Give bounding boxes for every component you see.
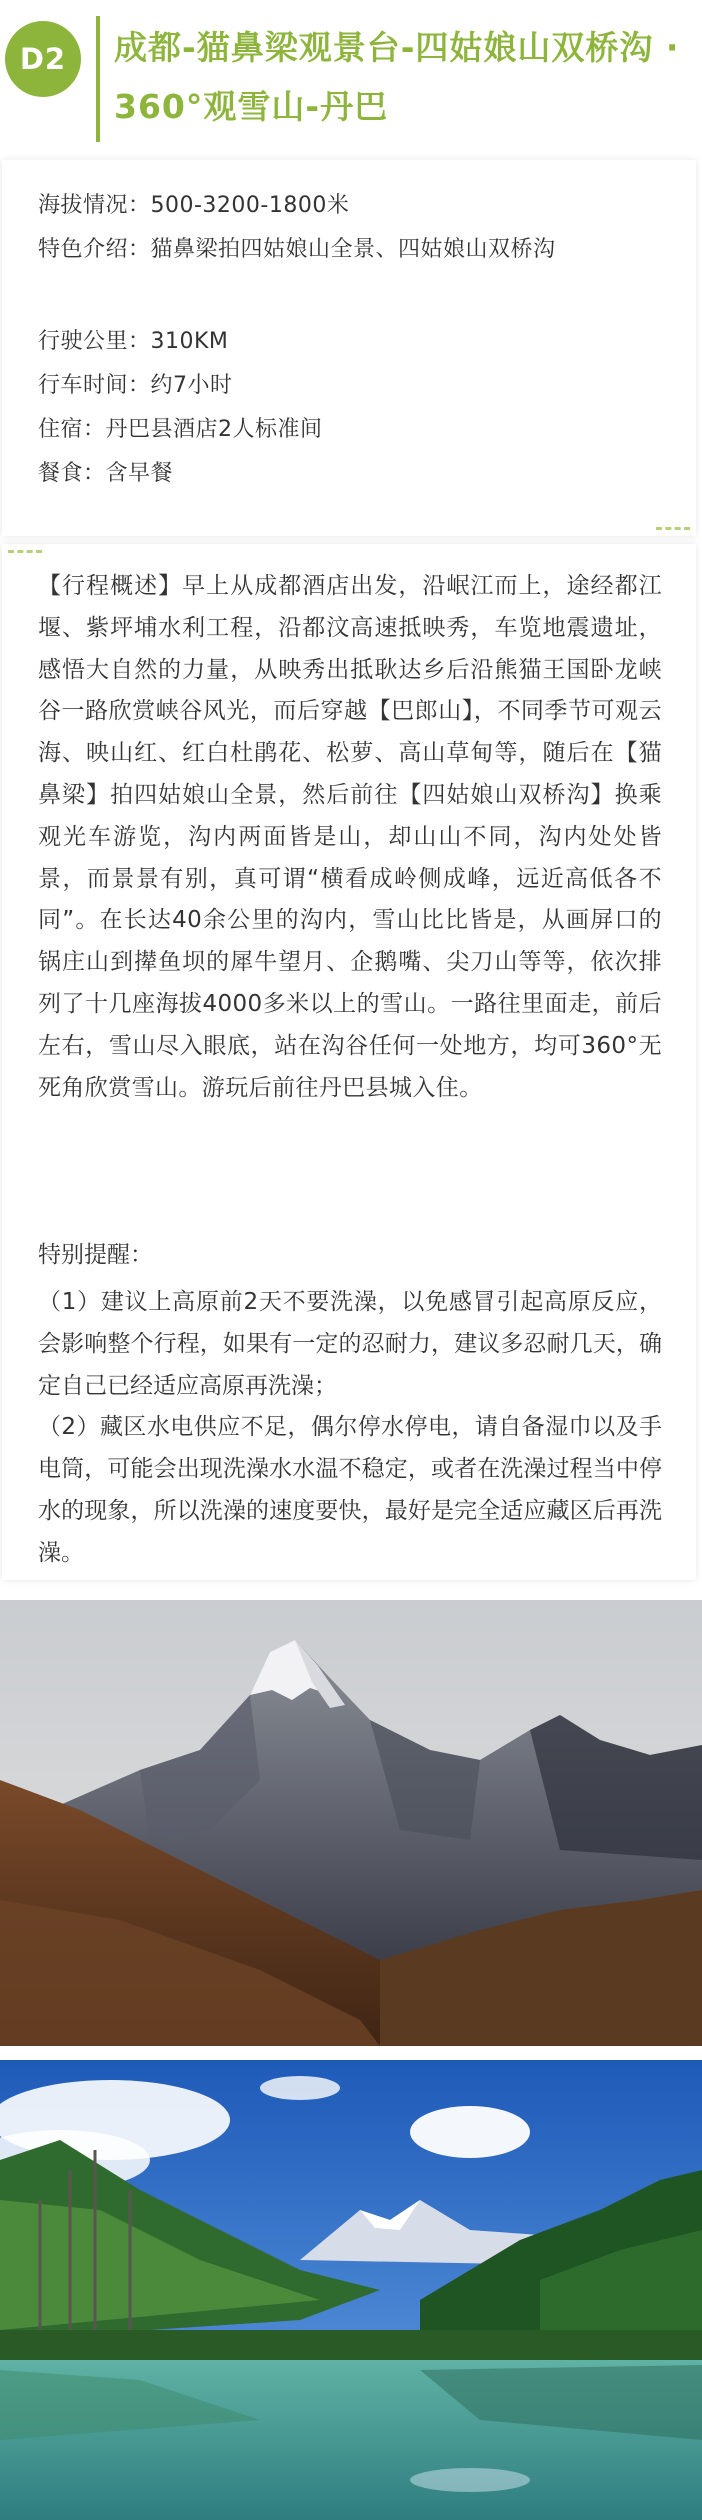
day-badge: D2	[5, 21, 81, 97]
day-title: 成都-猫鼻梁观景台-四姑娘山双桥沟 · 360°观雪山-丹巴	[114, 28, 680, 126]
meals-info: 餐食：含早餐	[38, 461, 174, 486]
tips-title: 特别提醒：	[38, 1242, 153, 1268]
itinerary-overview: 【行程概述】早上从成都酒店出发，沿岷江而上，途经都江堰、紫坪埔水利工程，沿都汶高速抵映秀，车览地震遗址，感悟大自然的力量，从映秀出抵耿达乡后沿熊猫王国卧龙峡谷一路欣赏峡谷风光，而后穿越【巴郎山】，不同季节可观云海、映山红、红白杜鹃花、松萝、高山草甸等，随后在【猫鼻梁】拍四姑娘山全景，然后前往【四姑娘山双桥沟】换乘观光车游览，沟内两面皆是山，却山山不同，沟内处处皆景，而景景有别，真可谓“横看成岭侧成峰，远近高低各不同”。在长达40余公里的沟内，雪山比比皆是，从画屏口的锅庄山到撵鱼坝的犀牛望月、企鹅嘴、尖刀山等等，依次排列了十几座海拔4000多米以上的雪山。一路往里面走，前后左右，雪山尽入眼底，站在沟谷任何一处地方，均可360°无死角欣赏雪山。游玩后前往丹巴县城入住。	[38, 573, 662, 1101]
features-info: 特色介绍：猫鼻梁拍四姑娘山全景、四姑娘山双桥沟	[38, 237, 556, 262]
card-corner-decoration	[656, 517, 690, 530]
lake-valley-photo	[0, 2060, 702, 2520]
trip-info-card	[2, 160, 696, 536]
drive-time-info: 行车时间：约7小时	[38, 373, 233, 398]
snow-mountain-photo	[0, 1600, 702, 2046]
header-divider	[96, 16, 100, 142]
card-corner-decoration	[8, 550, 42, 563]
overview-card	[2, 544, 696, 1580]
altitude-info: 海拔情况：500-3200-1800米	[38, 193, 350, 218]
tips-list	[38, 1282, 662, 1575]
tip-item: （1）建议上高原前2天不要洗澡，以免感冒引起高原反应，会影响整个行程，如果有一定的忍耐力，建议多忍耐几天，确定自己已经适应高原再洗澡；	[38, 1289, 662, 1399]
lodging-info: 住宿：丹巴县酒店2人标准间	[38, 417, 323, 442]
tip-item: （2）藏区水电供应不足，偶尔停水停电，请自备湿巾以及手电筒，可能会出现洗澡水水温不稳定，或者在洗澡过程当中停水的现象，所以洗澡的速度要快，最好是完全适应藏区后再洗澡。	[38, 1414, 662, 1566]
day-header	[0, 0, 702, 152]
distance-info: 行驶公里：310KM	[38, 329, 229, 354]
